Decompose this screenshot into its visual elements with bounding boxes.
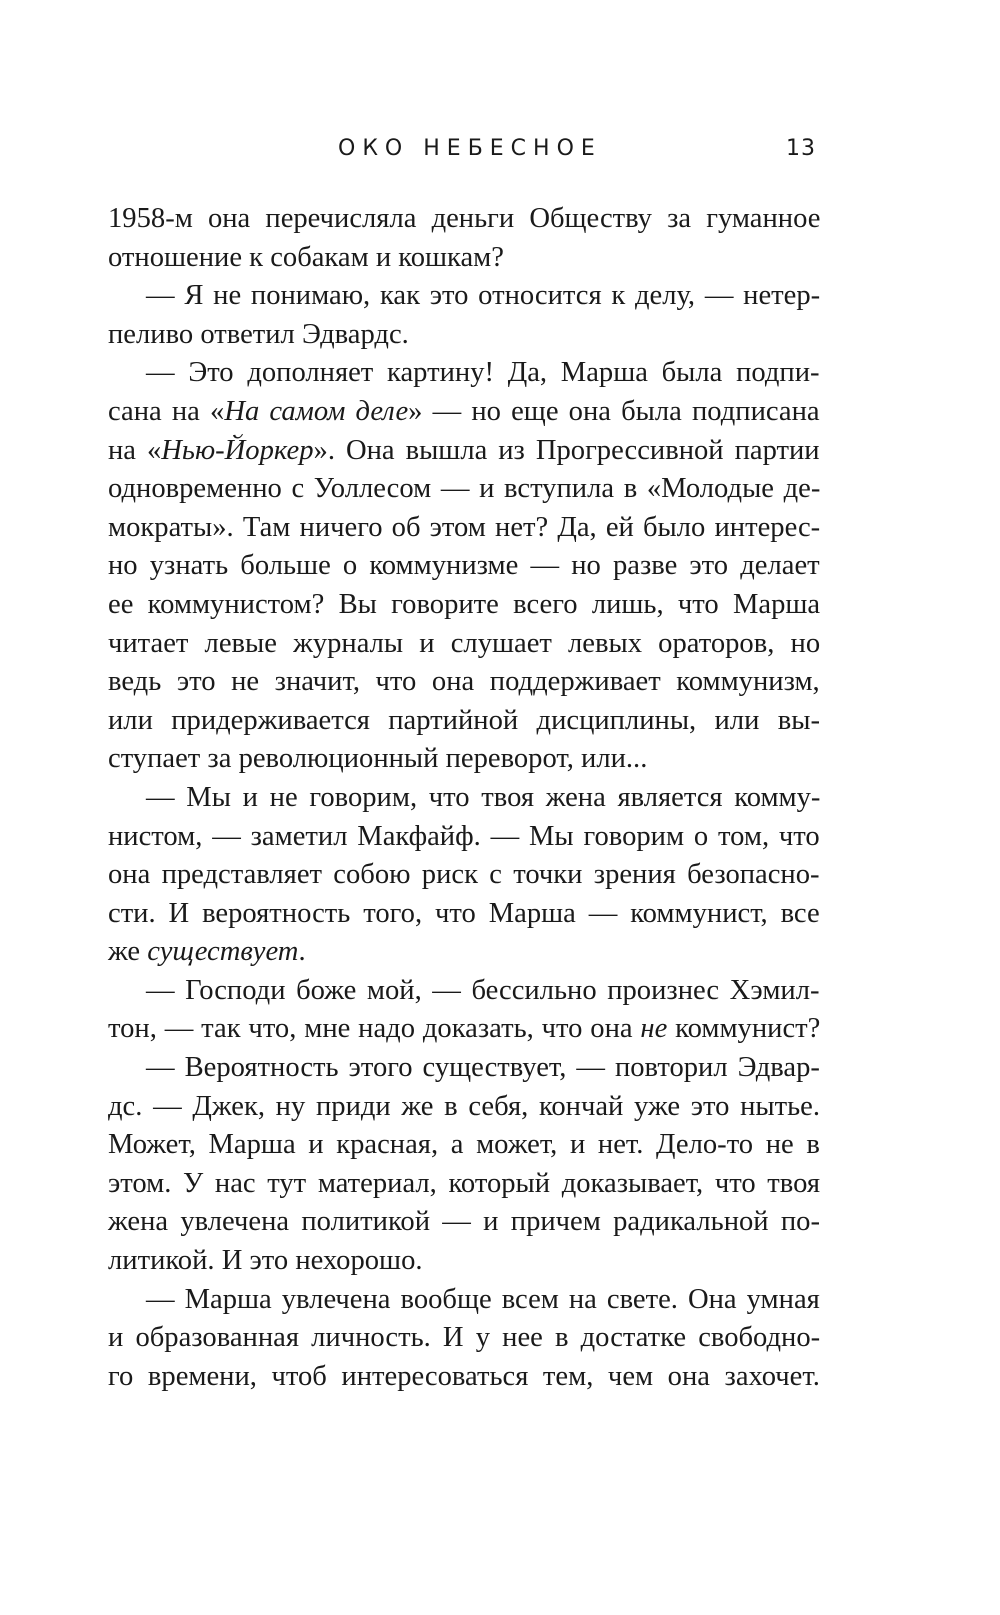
text-run: — Вероятность этого существует, — повторил Эдвар-	[146, 1052, 820, 1084]
text-line	[108, 1203, 820, 1242]
text-line	[108, 818, 820, 857]
text-line	[108, 1358, 820, 1397]
text-run: го времени, чтоб интересоваться тем, чем она захочет.	[108, 1360, 820, 1392]
text-run: сана на «	[108, 395, 225, 427]
text-run: дс. — Джек, ну приди же в себя, кончай уже это нытье.	[108, 1090, 820, 1122]
running-head	[108, 136, 816, 168]
text-run: ведь это не значит, что она поддерживает коммунизм,	[108, 666, 820, 698]
text-line	[108, 509, 820, 548]
text-line	[108, 663, 820, 702]
text-line	[108, 277, 820, 316]
text-run: жена увлечена политикой — и причем радикальной по-	[108, 1206, 821, 1238]
text-line	[108, 1088, 820, 1127]
running-title: ОКО НЕБЕСНОЕ	[338, 136, 602, 161]
text-run: коммунист?	[667, 1013, 821, 1045]
text-run: — Марша увлечена вообще всем на свете. Она умная	[146, 1283, 820, 1315]
text-line	[108, 547, 820, 586]
text-run: тон, — так что, мне надо доказать, что она	[108, 1013, 641, 1045]
text-run: литикой. И это нехорошо.	[108, 1245, 423, 1277]
page-number: 13	[786, 136, 816, 161]
text-run: же	[108, 936, 148, 968]
text-line	[108, 1281, 820, 1320]
text-run: пеливо ответил Эдвардс.	[108, 318, 409, 350]
text-run: мократы». Там ничего об этом нет? Да, ей было интерес-	[108, 511, 821, 543]
text-line	[108, 1242, 820, 1281]
text-run: .	[298, 936, 306, 968]
text-line	[108, 1049, 820, 1088]
text-line	[108, 316, 820, 355]
text-run: — Господи боже мой, — бессильно произнес Хэмил-	[146, 974, 820, 1006]
text-run: 1958-м она перечисляла деньги Обществу за гуманное	[108, 203, 821, 234]
italic-text: Нью-Йоркер	[161, 434, 314, 466]
text-line	[108, 239, 820, 278]
text-run: одновременно с Уоллесом — и вступила в «Молодые де-	[108, 473, 821, 505]
text-line	[108, 470, 820, 509]
text-run: ». Она вышла из Прогрессивной партии	[313, 434, 820, 466]
text-line	[108, 740, 820, 779]
text-line	[108, 586, 820, 625]
text-run: и образованная личность. И у нее в достатке свободно-	[108, 1322, 821, 1354]
text-line	[108, 1319, 820, 1358]
italic-text: не	[640, 1013, 668, 1045]
text-run: этом. У нас тут материал, который доказывает, что твоя	[108, 1167, 821, 1199]
text-run: на «	[108, 434, 162, 466]
text-line	[108, 354, 820, 393]
text-line	[108, 625, 820, 664]
text-line	[108, 200, 820, 239]
text-run: нистом, — заметил Макфайф. — Мы говорим о том, что	[108, 820, 820, 852]
text-line	[108, 933, 820, 972]
text-line	[108, 702, 820, 741]
text-run: — Это дополняет картину! Да, Марша была подпи-	[146, 357, 820, 389]
text-line	[108, 393, 820, 432]
text-line	[108, 1010, 820, 1049]
italic-text: На самом деле	[224, 395, 409, 427]
text-run: читает левые журналы и слушает левых ораторов, но	[108, 627, 821, 659]
text-run: ступает за революционный переворот, или...	[108, 743, 648, 775]
body-text	[108, 200, 820, 1396]
italic-text: существует	[147, 936, 299, 968]
text-run: сти. И вероятность того, что Марша — коммунист, все	[108, 897, 820, 929]
text-run: » — но еще она была подписана	[408, 395, 820, 427]
text-line	[108, 1126, 820, 1165]
text-run: но узнать больше о коммунизме — но разве это делает	[108, 550, 820, 582]
text-line	[108, 895, 820, 934]
text-line	[108, 972, 820, 1011]
text-line	[108, 779, 820, 818]
text-line	[108, 856, 820, 895]
text-run: отношение к собакам и кошкам?	[108, 241, 504, 273]
text-run: или придерживается партийной дисциплины, или вы-	[108, 704, 821, 736]
text-run: — Мы и не говорим, что твоя жена является комму-	[146, 781, 821, 813]
text-run: Может, Марша и красная, а может, и нет. Дело-то не в	[108, 1129, 820, 1161]
text-line	[108, 1165, 820, 1204]
text-line	[108, 432, 820, 471]
text-run: — Я не понимаю, как это относится к делу, — нетер-	[146, 280, 821, 312]
text-run: она представляет собою риск с точки зрения безопасно-	[108, 859, 820, 891]
text-run: ее коммунистом? Вы говорите всего лишь, что Марша	[108, 588, 821, 620]
